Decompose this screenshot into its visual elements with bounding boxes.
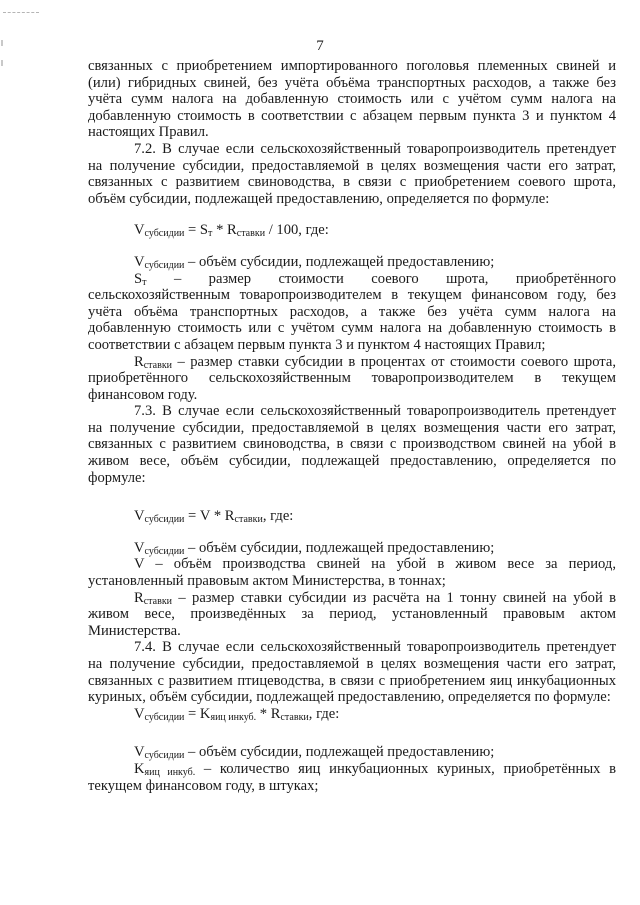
definition-v-subsidy: Vсубсидии – объём субсидии, подлежащей предоставлению; [134, 539, 495, 557]
document-body [88, 58, 616, 794]
definition-v-volume: V – объём производства свиней на убой в живом весе за период, установленный правовым актом Министерства, в тоннах; [88, 556, 616, 590]
scan-margin-mark [1, 60, 3, 66]
paragraph-continuation: связанных с приобретением импортированного поголовья племенных свиней и (или) гибридных свиней, без учёта объёма транспортных расходов, а также без учёта сумм налога на добавленную стоимость или с учётом сумм налога на добавленную стоимость в соответствии с абзацем первым пункта 3 и пунктом 4 настоящих Правил. [88, 58, 616, 141]
definition-k-eggs: Kяиц инкуб. – количество яиц инкубационных куриных, приобретённых в текущем финансовом году, в штуках; [88, 760, 616, 794]
formula-7-3: $V_{субсидии} = V * R_{ставки}$, где: [134, 508, 294, 526]
formula-7-4: $V_{субсидии} = K_{яиц инкуб.} * R_{ставки}$, где: [134, 705, 340, 723]
definition-r-rate: Rставки – размер ставки субсидии в процентах от стоимости соевого шрота, приобретённого сельскохозяйственным товаропроизводителем в текущем финансовом году. [88, 353, 616, 403]
clause-7-3-intro: 7.3. В случае если сельскохозяйственный товаропроизводитель претендует на получение субсидии, предоставляемой в целях возмещения части его затрат, связанных с развитием свиноводства, в связи с производством свиней на убой в живом весе, объём субсидии, подлежащей предоставлению, определяется по формуле: [88, 403, 616, 486]
clause-7-2-intro: 7.2. В случае если сельскохозяйственный товаропроизводитель претендует на получение субсидии, предоставляемой в целях возмещения части его затрат, связанных с развитием свиноводства, в связи с приобретением соевого шрота, объём субсидии, подлежащей предоставлению, определяется по формуле: [88, 140, 616, 207]
definition-v-subsidy: Vсубсидии – объём субсидии, подлежащей предоставлению; [134, 253, 495, 271]
definition-r-rate: Rставки – размер ставки субсидии из расчёта на 1 тонну свиней на убой в живом весе, произведённых за период, установленный правовым актом Министерства. [88, 589, 616, 639]
formula-7-2: $V_{субсидии} = S_т * R_{ставки} / 100$, где: [134, 222, 329, 240]
definition-s-t: Sт – размер стоимости соевого шрота, приобретённого сельскохозяйственным товаропроизводителем в текущем финансовом году, без учёта объёма транспортных расходов, а также без учёта сумм налога на добавленную стоимость или с учётом сумм налога на добавленную стоимость в соответствии с абзацем первым пункта 3 и пунктом 4 настоящих Правил; [88, 270, 616, 353]
definition-v-subsidy: Vсубсидии – объём субсидии, подлежащей предоставлению; [134, 744, 495, 762]
page-number: 7 [316, 38, 324, 54]
scan-margin-artifact [3, 12, 39, 14]
clause-7-4-intro: 7.4. В случае если сельскохозяйственный товаропроизводитель претендует на получение субсидии, предоставляемой в целях возмещения части его затрат, связанных с развитием птицеводства, в связи с приобретением яиц инкубационных куриных, объём субсидии, подлежащей предоставлению, определяется по формуле: [88, 639, 616, 706]
